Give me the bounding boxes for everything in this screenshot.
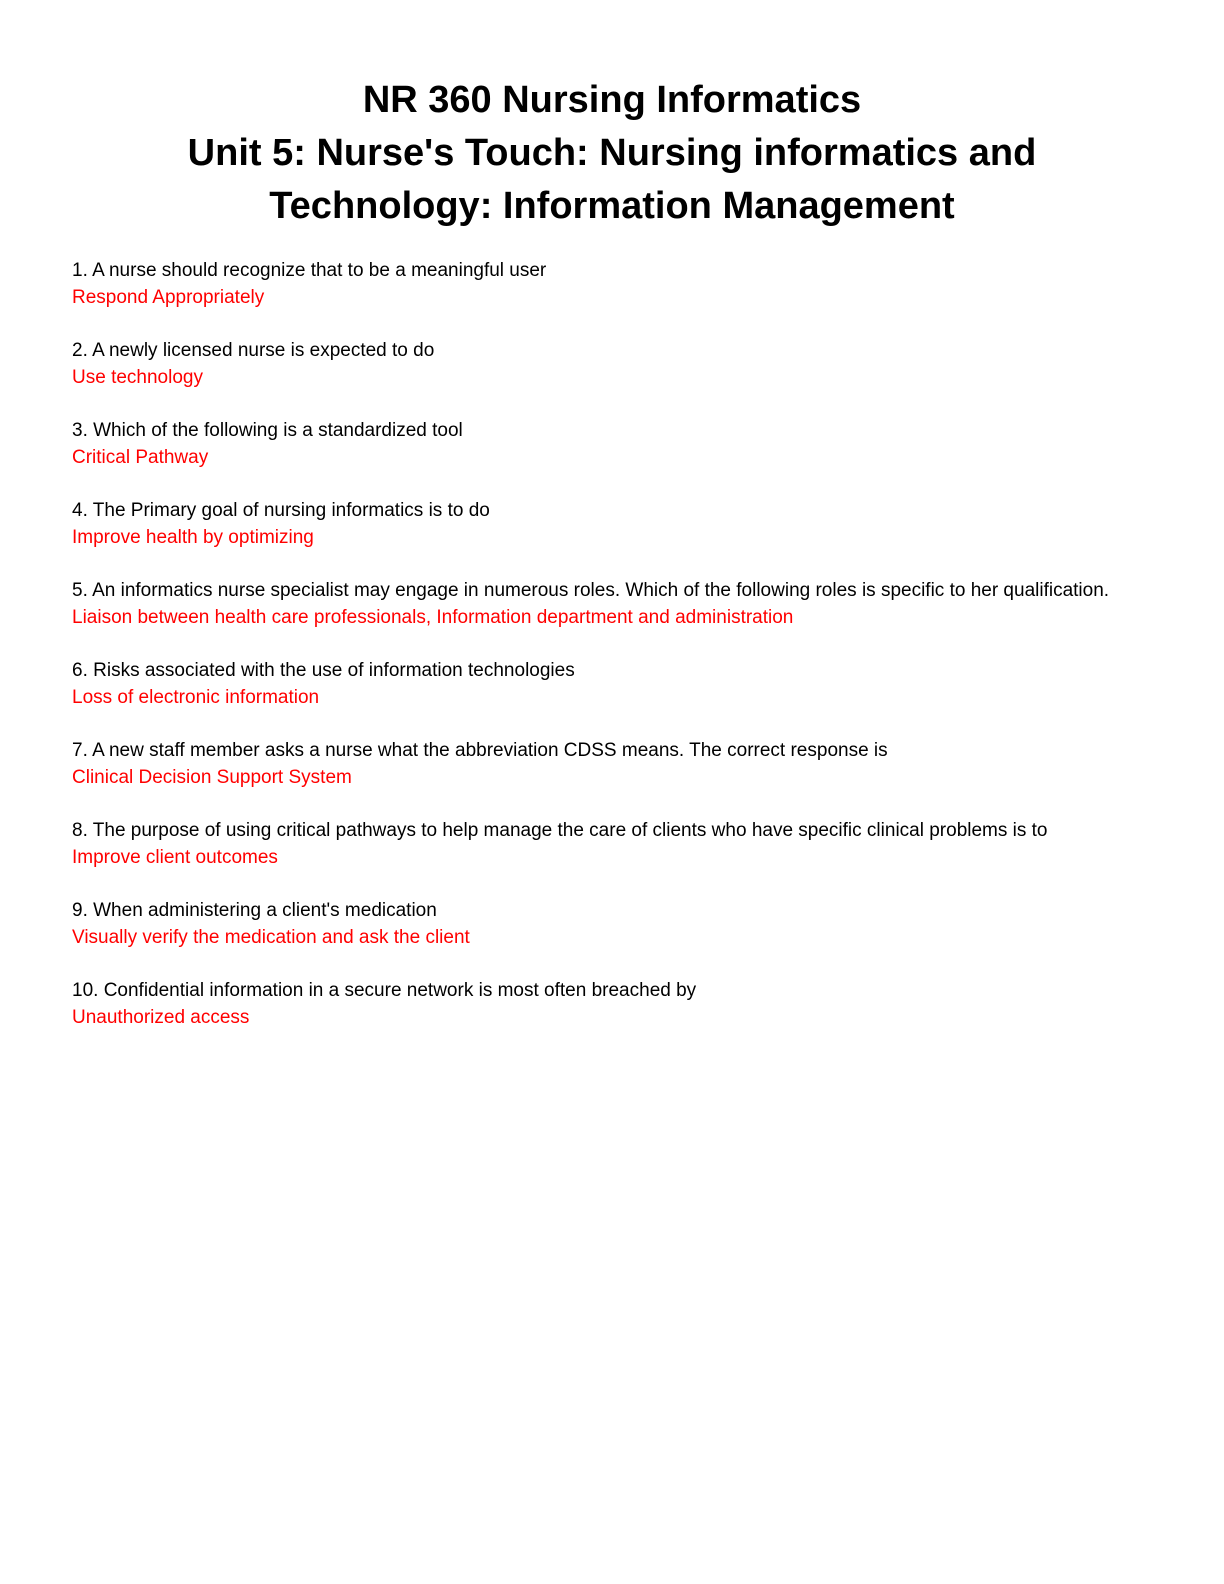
question-text: 7. A new staff member asks a nurse what the abbreviation CDSS means. The correct response is (72, 740, 888, 761)
qa-item-1 (72, 258, 1132, 311)
answer-text: Critical Pathway (72, 446, 209, 468)
qa-item-6 (72, 658, 1132, 711)
qa-item-3 (72, 418, 1132, 471)
qa-item-10 (72, 978, 1132, 1031)
question-text: 3. Which of the following is a standardized tool (72, 420, 463, 441)
answer-text: Improve health by optimizing (72, 526, 314, 548)
question-answer-list (72, 258, 1132, 1058)
answer-text: Clinical Decision Support System (72, 766, 352, 788)
qa-item-4 (72, 498, 1132, 551)
qa-item-2 (72, 338, 1132, 391)
page-title (0, 74, 1224, 233)
qa-item-8 (72, 818, 1132, 871)
answer-text: Improve client outcomes (72, 846, 278, 868)
question-text: 2. A newly licensed nurse is expected to do (72, 340, 435, 361)
question-text: 9. When administering a client's medication (72, 900, 437, 921)
qa-item-5 (72, 578, 1132, 631)
answer-text: Respond Appropriately (72, 286, 265, 308)
question-text: 8. The purpose of using critical pathways to help manage the care of clients who have specific clinical problems is to (72, 820, 1048, 841)
answer-text: Liaison between health care professionals, Information department and administration (72, 606, 794, 628)
qa-item-7 (72, 738, 1132, 791)
title-line-2: Unit 5: Nurse's Touch: Nursing informatics and (187, 132, 1037, 174)
question-text: 6. Risks associated with the use of information technologies (72, 660, 575, 681)
question-text: 1. A nurse should recognize that to be a meaningful user (72, 260, 547, 281)
answer-text: Loss of electronic information (72, 686, 320, 708)
question-text: 10. Confidential information in a secure network is most often breached by (72, 980, 697, 1001)
answer-text: Use technology (72, 366, 203, 388)
answer-text: Visually verify the medication and ask the client (72, 926, 470, 948)
qa-item-9 (72, 898, 1132, 951)
title-line-3: Technology: Information Management (269, 185, 955, 227)
answer-text: Unauthorized access (72, 1006, 250, 1028)
question-text: 5. An informatics nurse specialist may engage in numerous roles. Which of the following roles is specific to her qualification. (72, 580, 1110, 601)
question-text: 4. The Primary goal of nursing informatics is to do (72, 500, 490, 521)
title-line-1: NR 360 Nursing Informatics (362, 79, 862, 121)
